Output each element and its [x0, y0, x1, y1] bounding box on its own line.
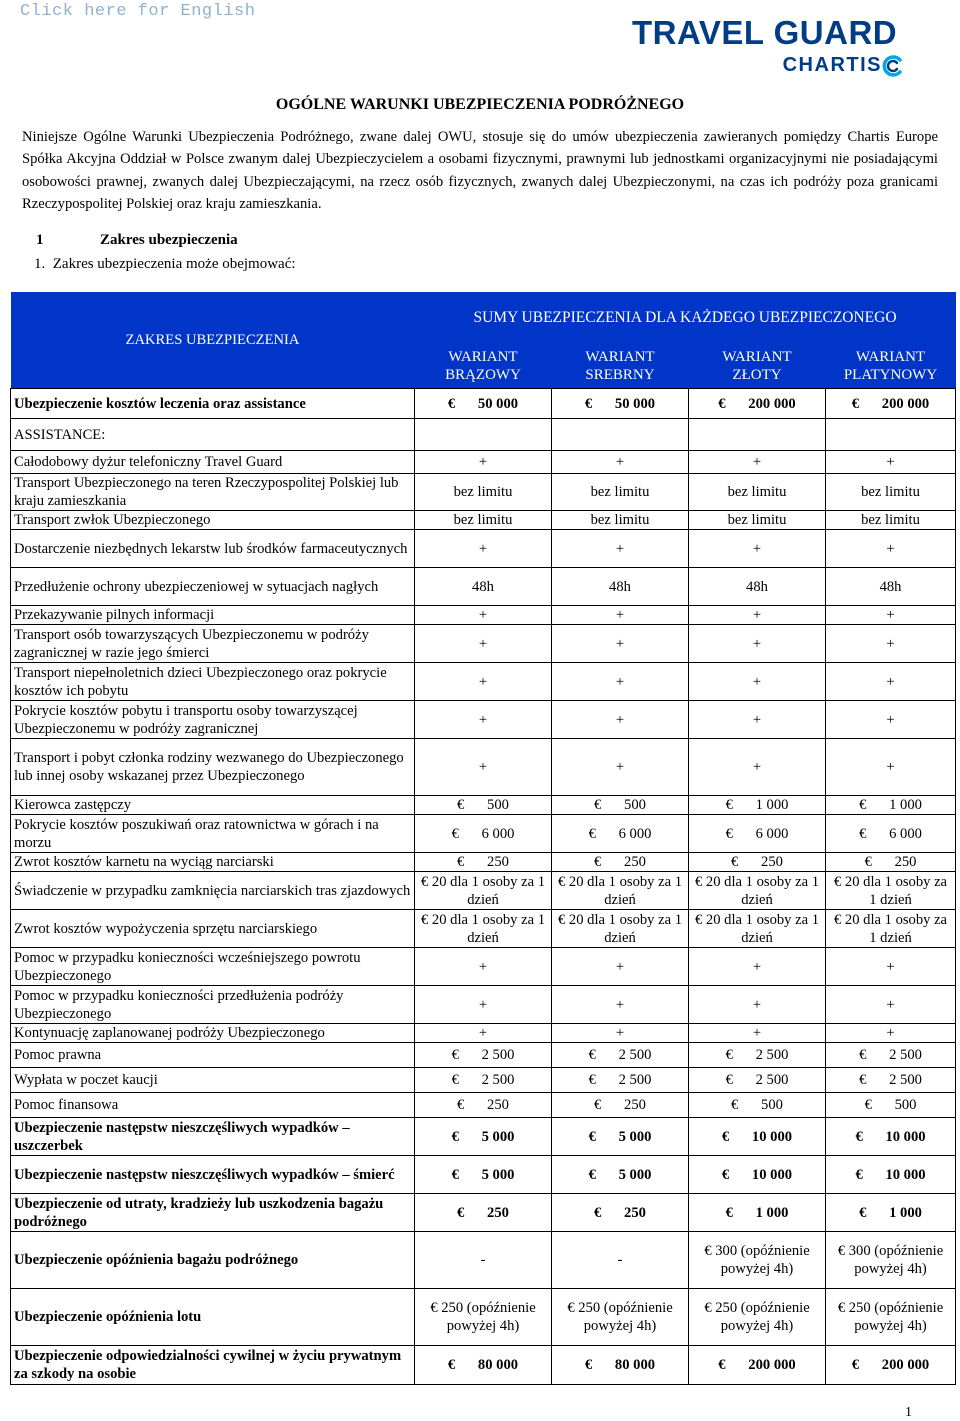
empty-cell [826, 419, 956, 451]
amount: 10 000 [751, 1166, 793, 1183]
euro-symbol: € [859, 1204, 867, 1221]
variant-label-line: ZŁOTY [732, 367, 782, 383]
coverage-value: bez limitu [552, 474, 689, 511]
coverage-value: + [415, 451, 552, 474]
euro-symbol: € [584, 1357, 593, 1373]
coverage-value: - [415, 1232, 552, 1289]
coverage-value: + [415, 663, 552, 701]
coverage-value: + [552, 948, 689, 986]
coverage-value: + [826, 606, 956, 625]
amount: 250 [761, 854, 783, 870]
euro-symbol: € [725, 797, 733, 813]
coverage-value: + [415, 701, 552, 739]
euro-symbol: € [718, 1357, 726, 1373]
coverage-value: + [689, 739, 826, 796]
scope-intro-line: 1. Zakres ubezpieczenia może obejmować: [34, 256, 296, 272]
table-row [11, 853, 956, 872]
coverage-value [689, 1093, 826, 1118]
amount: 250 [624, 854, 646, 870]
coverage-label: Transport i pobyt członka rodziny wezwanego do Ubezpieczonego lub innej osoby wskazanej przez Ubezpieczonego [11, 739, 415, 796]
coverage-value [689, 1043, 826, 1068]
coverage-label: Ubezpieczenie opóźnienia lotu [11, 1289, 415, 1346]
amount: 250 [487, 854, 509, 870]
euro-symbol: € [859, 825, 867, 842]
coverage-value: bez limitu [826, 511, 956, 530]
euro-symbol: € [859, 1047, 867, 1063]
coverage-value [415, 1043, 552, 1068]
table-row [11, 739, 956, 796]
table-row [11, 815, 956, 853]
coverage-value: 48h [689, 568, 826, 606]
travel-guard-logo [632, 14, 898, 80]
amount: 2 500 [889, 1072, 922, 1088]
amount: 5 000 [481, 1166, 515, 1183]
coverage-value: € 20 dla 1 osoby za 1 dzień [689, 872, 826, 910]
table-row [11, 872, 956, 910]
coverage-value [826, 1093, 956, 1118]
coverage-value: + [415, 606, 552, 625]
coverage-value: + [689, 451, 826, 474]
coverage-label: Ubezpieczenie odpowiedzialności cywilnej w życiu prywatnym za szkody na osobie [11, 1346, 415, 1385]
amount: 200 000 [748, 395, 796, 412]
header-variant [689, 344, 826, 389]
empty-cell [689, 419, 826, 451]
logo-wordmark: TRAVEL GUARD [632, 14, 898, 51]
coverage-table-wrapper [10, 292, 955, 1385]
coverage-value: + [689, 530, 826, 568]
coverage-value: + [826, 701, 956, 739]
coverage-value [826, 853, 956, 872]
table-row [11, 451, 956, 474]
coverage-value: € 20 dla 1 osoby za 1 dzień [552, 872, 689, 910]
section-number: 1 [36, 232, 44, 248]
table-row [11, 1232, 956, 1289]
euro-symbol: € [451, 825, 459, 842]
coverage-value: € 300 (opóźnienie powyżej 4h) [689, 1232, 826, 1289]
coverage-value [415, 1156, 552, 1194]
euro-symbol: € [457, 1097, 465, 1113]
header-sums: SUMY UBEZPIECZENIA DLA KAŻDEGO UBEZPIECZONEGO [415, 292, 956, 344]
coverage-value [415, 1093, 552, 1118]
coverage-value [689, 796, 826, 815]
euro-symbol: € [457, 854, 465, 870]
coverage-label: Ubezpieczenie następstw nieszczęśliwych wypadków – śmierć [11, 1156, 415, 1194]
coverage-value: + [415, 948, 552, 986]
table-row [11, 474, 956, 511]
coverage-label: Zwrot kosztów karnetu na wyciąg narciarski [11, 853, 415, 872]
coverage-label: Ubezpieczenie opóźnienia bagażu podróżnego [11, 1232, 415, 1289]
euro-symbol: € [588, 1072, 596, 1088]
table-row [11, 1289, 956, 1346]
coverage-label: Dostarczenie niezbędnych lekarstw lub środków farmaceutycznych [11, 530, 415, 568]
empty-cell [415, 419, 552, 451]
coverage-value: + [689, 948, 826, 986]
coverage-value [826, 1156, 956, 1194]
euro-symbol: € [451, 1128, 459, 1145]
table-row [11, 1093, 956, 1118]
header-variant [826, 344, 956, 389]
section-heading [22, 232, 238, 249]
coverage-value [552, 1156, 689, 1194]
coverage-value [826, 1068, 956, 1093]
coverage-label: Pomoc prawna [11, 1043, 415, 1068]
coverage-table [10, 292, 956, 1385]
table-row [11, 1024, 956, 1043]
amount: 200 000 [881, 1357, 930, 1373]
euro-symbol: € [447, 395, 456, 412]
coverage-label: Przedłużenie ochrony ubezpieczeniowej w sytuacjach nagłych [11, 568, 415, 606]
coverage-value [552, 1118, 689, 1156]
variant-label-line: BRĄZOWY [445, 367, 521, 383]
coverage-value [552, 815, 689, 853]
amount: 500 [624, 797, 646, 813]
coverage-value [689, 1068, 826, 1093]
coverage-value [415, 389, 552, 419]
coverage-value [552, 1194, 689, 1232]
coverage-value: € 250 (opóźnienie powyżej 4h) [415, 1289, 552, 1346]
coverage-value: 48h [826, 568, 956, 606]
amount: 500 [487, 797, 509, 813]
amount: 1 000 [889, 797, 922, 813]
coverage-value [415, 815, 552, 853]
coverage-value [826, 796, 956, 815]
coverage-value: + [826, 739, 956, 796]
table-row [11, 1118, 956, 1156]
table-row [11, 606, 956, 625]
coverage-value: + [552, 701, 689, 739]
coverage-value: bez limitu [552, 511, 689, 530]
amount: 50 000 [477, 395, 519, 412]
coverage-value: + [826, 451, 956, 474]
coverage-label: Pomoc finansowa [11, 1093, 415, 1118]
coverage-label: Transport niepełnoletnich dzieci Ubezpieczonego oraz pokrycie kosztów ich pobytu [11, 663, 415, 701]
amount: 250 [624, 1097, 646, 1113]
coverage-label: Zwrot kosztów wypożyczenia sprzętu narciarskiego [11, 910, 415, 948]
coverage-value [826, 1043, 956, 1068]
table-row [11, 389, 956, 419]
coverage-value: + [552, 530, 689, 568]
euro-symbol: € [721, 1166, 730, 1183]
empty-cell [552, 419, 689, 451]
coverage-label: Transport zwłok Ubezpieczonego [11, 511, 415, 530]
coverage-label: Ubezpieczenie od utraty, kradzieży lub uszkodzenia bagażu podróżnego [11, 1194, 415, 1232]
coverage-value: + [689, 1024, 826, 1043]
amount: 6 000 [481, 825, 515, 842]
header-variant [552, 344, 689, 389]
euro-symbol: € [594, 854, 602, 870]
coverage-value: + [826, 948, 956, 986]
coverage-label: Transport osób towarzyszących Ubezpieczonemu w podróży zagranicznej w razie jego śmierci [11, 625, 415, 663]
amount: 2 500 [755, 1072, 789, 1088]
coverage-label: Ubezpieczenie następstw nieszczęśliwych wypadków – uszczerbek [11, 1118, 415, 1156]
amount: 250 [624, 1204, 646, 1221]
euro-symbol: € [594, 1204, 602, 1221]
euro-symbol: € [447, 1357, 456, 1373]
coverage-value: € 20 dla 1 osoby za 1 dzień [826, 872, 956, 910]
coverage-value [415, 1346, 552, 1385]
variant-label-line: WARIANT [448, 349, 518, 365]
coverage-label: Pomoc w przypadku konieczności przedłużenia podróży Ubezpieczonego [11, 986, 415, 1024]
table-row [11, 910, 956, 948]
euro-symbol: € [725, 1204, 733, 1221]
coverage-value: + [689, 625, 826, 663]
euro-symbol: € [451, 1047, 459, 1063]
variant-label-line: WARIANT [855, 349, 926, 365]
coverage-value: € 20 dla 1 osoby za 1 dzień [552, 910, 689, 948]
euro-symbol: € [725, 1072, 733, 1088]
coverage-value: + [415, 986, 552, 1024]
euro-symbol: € [859, 797, 867, 813]
amount: 2 500 [481, 1072, 515, 1088]
table-row [11, 1068, 956, 1093]
table-section-row [11, 419, 956, 451]
coverage-label: Pomoc w przypadku konieczności wcześniejszego powrotu Ubezpieczonego [11, 948, 415, 986]
coverage-value: bez limitu [689, 474, 826, 511]
table-row [11, 1194, 956, 1232]
coverage-value [826, 815, 956, 853]
coverage-label: Świadczenie w przypadku zamknięcia narciarskich tras zjazdowych [11, 872, 415, 910]
table-row [11, 530, 956, 568]
amount: 80 000 [614, 1357, 656, 1373]
euro-symbol: € [851, 395, 860, 412]
coverage-value: + [552, 606, 689, 625]
amount: 2 500 [889, 1047, 922, 1063]
coverage-value: + [415, 739, 552, 796]
coverage-value [826, 389, 956, 419]
coverage-value [552, 1346, 689, 1385]
coverage-value: 48h [415, 568, 552, 606]
amount: 80 000 [477, 1357, 519, 1373]
coverage-value [826, 1346, 956, 1385]
table-row [11, 986, 956, 1024]
euro-symbol: € [588, 825, 596, 842]
euro-symbol: € [451, 1072, 459, 1088]
amount: 6 000 [889, 825, 922, 842]
variant-label-line: SREBRNY [585, 367, 655, 383]
coverage-value: + [826, 530, 956, 568]
coverage-value [689, 389, 826, 419]
coverage-value: + [826, 986, 956, 1024]
coverage-value [415, 796, 552, 815]
coverage-value: bez limitu [826, 474, 956, 511]
coverage-value: + [415, 1024, 552, 1043]
coverage-value [552, 1043, 689, 1068]
coverage-value: - [552, 1232, 689, 1289]
coverage-value [415, 853, 552, 872]
coverage-value [415, 1068, 552, 1093]
coverage-label: Pokrycie kosztów poszukiwań oraz ratownictwa w górach i na morzu [11, 815, 415, 853]
coverage-value: € 300 (opóźnienie powyżej 4h) [826, 1232, 956, 1289]
coverage-label: Transport Ubezpieczonego na teren Rzeczypospolitej Polskiej lub kraju zamieszkania [11, 474, 415, 511]
amount: 1 000 [889, 1204, 922, 1221]
coverage-value: + [689, 606, 826, 625]
table-row [11, 1043, 956, 1068]
amount: 5 000 [481, 1128, 515, 1145]
coverage-value: bez limitu [689, 511, 826, 530]
coverage-value [552, 389, 689, 419]
euro-symbol: € [718, 395, 726, 412]
coverage-value [689, 815, 826, 853]
chartis-swirl-icon [880, 54, 904, 78]
coverage-value [689, 853, 826, 872]
coverage-label: Całodobowy dyżur telefoniczny Travel Guard [11, 451, 415, 474]
intro-paragraph: Niniejsze Ogólne Warunki Ubezpieczenia Podróżnego, zwane dalej OWU, stosuje się do umów ubezpieczenia zawieranych pomiędzy Chartis Europe Spółka Akcyjna Oddział w Polsce zwanym dalej Ubezpieczycielem a osobami fizycznymi, prawnymi lub jednostkami organizacyjnymi nie posiadającymi osobowości prawnej, zwanych dalej Ubezpieczającymi, na rzecz osób fizycznych, zwanych dalej Ubezpieczonymi, na czas ich podróży poza granicami Rzeczypospolitej Polskiej oraz kraju zamieszkania. [22, 129, 938, 212]
euro-symbol: € [588, 1128, 596, 1145]
coverage-value [415, 1194, 552, 1232]
coverage-value: € 20 dla 1 osoby za 1 dzień [826, 910, 956, 948]
coverage-value [826, 1194, 956, 1232]
euro-symbol: € [594, 797, 602, 813]
coverage-label: Kierowca zastępczy [11, 796, 415, 815]
variant-label-line: PLATYNOWY [843, 367, 938, 383]
coverage-value: + [689, 986, 826, 1024]
coverage-value: bez limitu [415, 511, 552, 530]
euro-symbol: € [457, 797, 465, 813]
coverage-value: + [552, 451, 689, 474]
coverage-value: € 20 dla 1 osoby za 1 dzień [689, 910, 826, 948]
coverage-label: ASSISTANCE: [11, 419, 415, 451]
euro-symbol: € [731, 854, 739, 870]
euro-symbol: € [859, 1072, 867, 1088]
euro-symbol: € [864, 854, 872, 870]
table-row [11, 568, 956, 606]
amount: 10 000 [885, 1128, 926, 1145]
table-row [11, 625, 956, 663]
amount: 10 000 [885, 1166, 926, 1183]
euro-symbol: € [588, 1047, 596, 1063]
amount: 2 500 [618, 1072, 652, 1088]
amount: 5 000 [618, 1128, 652, 1145]
coverage-value [552, 1068, 689, 1093]
amount: 10 000 [751, 1128, 793, 1145]
euro-symbol: € [855, 1128, 863, 1145]
coverage-label: Ubezpieczenie kosztów leczenia oraz assistance [11, 389, 415, 419]
coverage-value [415, 1118, 552, 1156]
amount: 5 000 [618, 1166, 652, 1183]
amount: 200 000 [748, 1357, 796, 1373]
euro-symbol: € [588, 1166, 596, 1183]
variant-label-line: WARIANT [722, 349, 792, 365]
coverage-label: Przekazywanie pilnych informacji [11, 606, 415, 625]
coverage-value: € 250 (opóźnienie powyżej 4h) [552, 1289, 689, 1346]
english-language-link[interactable]: Click here for English [20, 2, 256, 21]
coverage-label: Wypłata w poczet kaucji [11, 1068, 415, 1093]
amount: 2 500 [755, 1047, 789, 1063]
euro-symbol: € [457, 1204, 465, 1221]
amount: 200 000 [881, 395, 930, 412]
coverage-value: + [415, 625, 552, 663]
coverage-value [689, 1156, 826, 1194]
amount: 2 500 [481, 1047, 515, 1063]
table-row [11, 1346, 956, 1385]
amount: 250 [487, 1204, 509, 1221]
coverage-value: + [689, 701, 826, 739]
euro-symbol: € [451, 1166, 459, 1183]
coverage-label: Pokrycie kosztów pobytu i transportu osoby towarzyszącej Ubezpieczonemu w podróży zagranicznej [11, 701, 415, 739]
variant-label-line: WARIANT [585, 349, 655, 365]
amount: 1 000 [755, 1204, 789, 1221]
header-scope: ZAKRES UBEZPIECZENIA [11, 292, 415, 389]
table-row [11, 1156, 956, 1194]
euro-symbol: € [855, 1166, 863, 1183]
coverage-value [689, 1118, 826, 1156]
amount: 6 000 [618, 825, 652, 842]
coverage-value: + [552, 663, 689, 701]
amount: 2 500 [618, 1047, 652, 1063]
coverage-value: € 250 (opóźnienie powyżej 4h) [689, 1289, 826, 1346]
coverage-value: + [826, 625, 956, 663]
euro-symbol: € [584, 395, 593, 412]
amount: 250 [894, 854, 917, 870]
table-row [11, 701, 956, 739]
coverage-value [552, 853, 689, 872]
document-title: OGÓLNE WARUNKI UBEZPIECZENIA PODRÓŻNEGO [275, 96, 685, 113]
amount: 1 000 [755, 797, 789, 813]
amount: 250 [487, 1097, 509, 1113]
euro-symbol: € [725, 1047, 733, 1063]
amount: 50 000 [614, 395, 656, 412]
coverage-value: bez limitu [415, 474, 552, 511]
euro-symbol: € [594, 1097, 602, 1113]
coverage-value: € 20 dla 1 osoby za 1 dzień [415, 910, 552, 948]
euro-symbol: € [731, 1097, 739, 1113]
table-row [11, 948, 956, 986]
amount: 500 [761, 1097, 783, 1113]
amount: 6 000 [755, 825, 789, 842]
coverage-value: 48h [552, 568, 689, 606]
coverage-label: Kontynuację zaplanowanej podróży Ubezpieczonego [11, 1024, 415, 1043]
amount: 500 [894, 1097, 917, 1113]
coverage-value [552, 1093, 689, 1118]
euro-symbol: € [725, 825, 733, 842]
coverage-value: + [826, 1024, 956, 1043]
table-row [11, 511, 956, 530]
coverage-value: + [552, 625, 689, 663]
table-row [11, 663, 956, 701]
section-title: Zakres ubezpieczenia [100, 232, 238, 248]
coverage-value: + [689, 663, 826, 701]
coverage-value [826, 1118, 956, 1156]
coverage-value: + [415, 530, 552, 568]
coverage-value: € 250 (opóźnienie powyżej 4h) [826, 1289, 956, 1346]
table-row [11, 796, 956, 815]
coverage-value: + [552, 1024, 689, 1043]
page-number: 1 [905, 1405, 912, 1420]
coverage-value [689, 1346, 826, 1385]
header-variant [415, 344, 552, 389]
coverage-value: € 20 dla 1 osoby za 1 dzień [415, 872, 552, 910]
coverage-value [689, 1194, 826, 1232]
euro-symbol: € [864, 1097, 872, 1113]
coverage-value: + [826, 663, 956, 701]
euro-symbol: € [851, 1357, 860, 1373]
coverage-value: + [552, 739, 689, 796]
euro-symbol: € [721, 1128, 730, 1145]
coverage-value: + [552, 986, 689, 1024]
logo-subtitle: CHARTIS [782, 54, 882, 76]
coverage-value [552, 796, 689, 815]
